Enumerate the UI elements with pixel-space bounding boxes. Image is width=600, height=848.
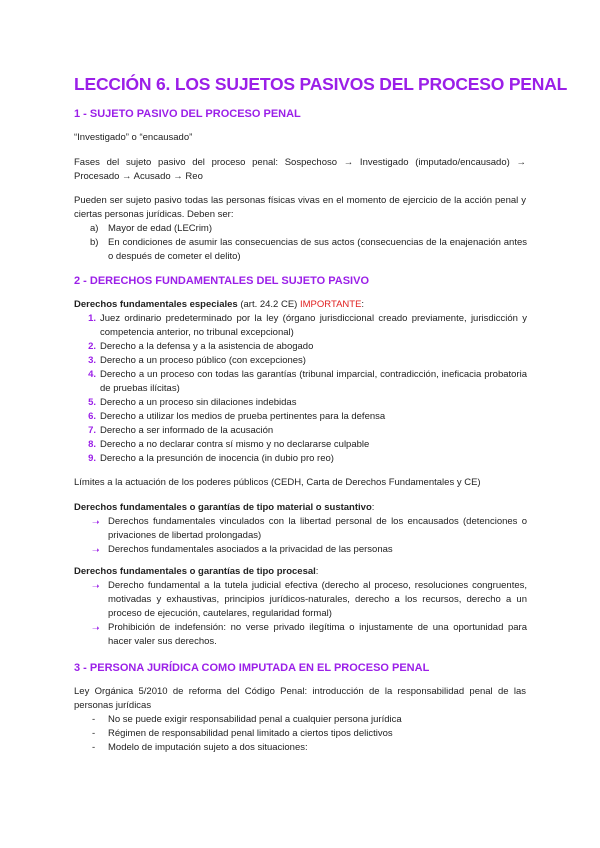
dash-bullet: - — [92, 742, 96, 753]
arrow-bullet-icon: ➝ — [92, 623, 100, 633]
list-item: Derecho a un proceso público (con excepciones) — [100, 355, 306, 366]
fases-line-1: Fases del sujeto pasivo del proceso penal: Sospechoso → Investigado (imputado/encausado) → — [74, 157, 526, 168]
list-number: 9. — [88, 453, 96, 464]
list-item: Derecho a la presunción de inocencia (in dubio pro reo) — [100, 453, 334, 464]
list-item: Derecho a la defensa y a la asistencia de abogado — [100, 341, 314, 352]
section-1-heading: 1 - SUJETO PASIVO DEL PROCESO PENAL — [74, 108, 301, 120]
list-item: Prohibición de indefensión: no verse privado ilegítima o injustamente de una oportunidad para hacer valer sus derechos. — [108, 622, 527, 647]
dash-bullet: - — [92, 728, 96, 739]
list-number: 7. — [88, 425, 96, 436]
list-item: No se puede exigir responsabilidad penal a cualquier persona jurídica — [108, 714, 402, 725]
arrow-bullet-icon: ➝ — [92, 581, 100, 591]
list-item: Régimen de responsabilidad penal limitado a ciertos tipos delictivos — [108, 728, 393, 739]
procesal-heading — [74, 565, 318, 579]
list-item: Derecho fundamental a la tutela judicial efectiva (derecho al proceso, resoluciones congruentes, motivadas y exhaustivas, principios jurídicos-naturales, derecho a los recursos, derecho a un proceso de ejecución, cautelares, regularidad formal) — [108, 580, 527, 619]
procesal-label: Derechos fundamentales o garantías de tipo procesal — [74, 566, 316, 577]
page-title: LECCIÓN 6. LOS SUJETOS PASIVOS DEL PROCESO PENAL — [74, 74, 568, 94]
important-tag: IMPORTANTE — [300, 299, 362, 310]
list-number: 6. — [88, 411, 96, 422]
dash-bullet: - — [92, 714, 96, 725]
list-item: Modelo de imputación sujeto a dos situaciones: — [108, 742, 308, 753]
procesal-colon: : — [315, 566, 319, 577]
list-number: 4. — [88, 369, 96, 380]
especiales-heading — [74, 298, 364, 312]
list-item: Derecho a un proceso con todas las garantías (tribunal imparcial, contradicción, ineficacia probatoria de pruebas ilícitas) — [100, 369, 527, 394]
section-3-heading: 3 - PERSONA JURÍDICA COMO IMPUTADA EN EL PROCESO PENAL — [74, 662, 430, 674]
especiales-label: Derechos fundamentales especiales — [74, 299, 238, 310]
fases-line-2: Procesado → Acusado → Reo — [74, 171, 203, 182]
list-number: 1. — [88, 313, 96, 324]
list-item: Derecho a utilizar los medios de prueba pertinentes para la defensa — [100, 411, 386, 422]
list-item: Derecho a no declarar contra sí mismo y no declararse culpable — [100, 439, 370, 450]
list-item: Mayor de edad (LECrim) — [108, 223, 213, 234]
especiales-colon: : — [361, 299, 365, 310]
arrow-bullet-icon: ➝ — [92, 517, 100, 527]
section-1-quote: “Investigado” o “encausado” — [74, 132, 193, 143]
ley-text: Ley Orgánica 5/2010 de reforma del Código Penal: introducción de la responsabilidad penal de las personas jurídicas — [74, 686, 526, 711]
arrow-bullet-icon: ➝ — [92, 545, 100, 555]
section-1-pueden: Pueden ser sujeto pasivo todas las personas físicas vivas en el momento de ejercicio de la acción penal y ciertas personas jurídicas. Deben ser: — [74, 195, 526, 220]
list-item: Derechos fundamentales vinculados con la libertad personal de los encausados (detenciones o privaciones de libertad prolongadas) — [108, 516, 527, 541]
especiales-ref: (art. 24.2 CE) — [237, 299, 300, 310]
list-marker: b) — [90, 237, 99, 248]
list-item: Juez ordinario predeterminado por la ley (órgano jurisdiccional creado previamente, jurisdicción y competencia anterior, no tribunal excepcional) — [100, 313, 527, 338]
material-heading — [74, 501, 374, 515]
material-label: Derechos fundamentales o garantías de tipo material o sustantivo — [74, 502, 372, 513]
list-number: 8. — [88, 439, 96, 450]
section-2-heading: 2 - DERECHOS FUNDAMENTALES DEL SUJETO PASIVO — [74, 275, 370, 287]
limites-text: Límites a la actuación de los poderes públicos (CEDH, Carta de Derechos Fundamentales y CE) — [74, 477, 481, 488]
list-item: Derecho a un proceso sin dilaciones indebidas — [100, 397, 297, 408]
list-number: 3. — [88, 355, 96, 366]
material-colon: : — [371, 502, 375, 513]
list-marker: a) — [90, 223, 99, 234]
section-1-fases — [74, 156, 526, 184]
list-item: Derechos fundamentales asociados a la privacidad de las personas — [108, 544, 393, 555]
list-item: Derecho a ser informado de la acusación — [100, 425, 274, 436]
list-number: 5. — [88, 397, 96, 408]
list-item: En condiciones de asumir las consecuencias de sus actos (consecuencias de la enajenación antes o después de cometer el delito) — [108, 237, 527, 262]
list-number: 2. — [88, 341, 96, 352]
